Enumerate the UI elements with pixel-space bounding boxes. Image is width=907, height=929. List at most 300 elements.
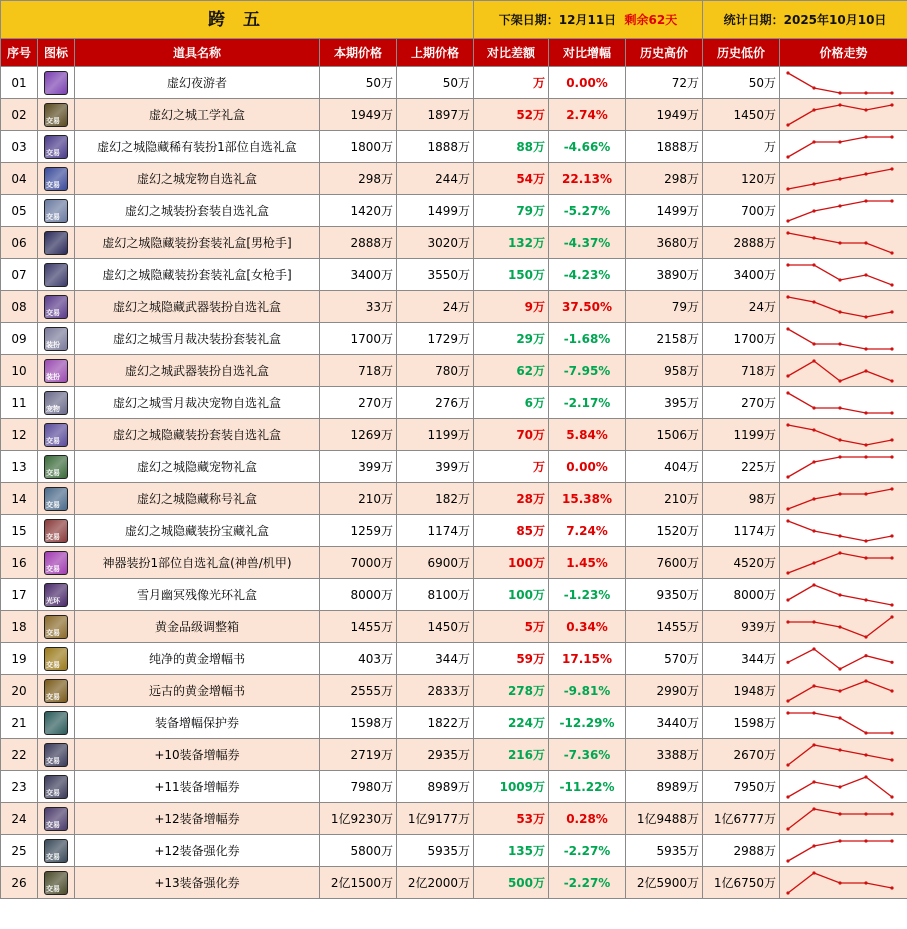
price-difference: 59万 bbox=[474, 643, 549, 675]
trend-line bbox=[788, 841, 892, 861]
current-price: 1598万 bbox=[320, 707, 397, 739]
trend-point bbox=[812, 780, 815, 783]
table-row bbox=[1, 67, 907, 99]
trend-point bbox=[786, 699, 789, 702]
history-low: 700万 bbox=[703, 195, 780, 227]
row-number: 06 bbox=[1, 227, 38, 259]
trend-point bbox=[838, 748, 841, 751]
previous-price: 1897万 bbox=[397, 99, 474, 131]
gift-box-icon bbox=[44, 487, 68, 511]
trend-point bbox=[812, 647, 815, 650]
table-row bbox=[1, 771, 907, 803]
trend-point bbox=[864, 172, 867, 175]
history-high: 1520万 bbox=[626, 515, 703, 547]
trend-point bbox=[890, 839, 893, 842]
price-trend-sparkline bbox=[780, 164, 900, 194]
history-low: 1174万 bbox=[703, 515, 780, 547]
trend-point bbox=[864, 654, 867, 657]
trend-line bbox=[788, 457, 892, 477]
history-low: 1598万 bbox=[703, 707, 780, 739]
remaining-days: 剩余62天 bbox=[624, 12, 678, 27]
current-price: 50万 bbox=[320, 67, 397, 99]
trend-cell bbox=[780, 835, 907, 867]
trend-point bbox=[812, 182, 815, 185]
col-header-icon: 图标 bbox=[38, 39, 75, 67]
stat-label: 统计日期： bbox=[723, 12, 784, 27]
gift-box-icon bbox=[44, 519, 68, 543]
change-percent: -2.17% bbox=[549, 387, 626, 419]
trend-point bbox=[838, 716, 841, 719]
previous-price: 1822万 bbox=[397, 707, 474, 739]
current-price: 1420万 bbox=[320, 195, 397, 227]
table-row bbox=[1, 323, 907, 355]
price-difference: 29万 bbox=[474, 323, 549, 355]
previous-price: 1729万 bbox=[397, 323, 474, 355]
history-low: 1199万 bbox=[703, 419, 780, 451]
history-low: 718万 bbox=[703, 355, 780, 387]
history-low: 7950万 bbox=[703, 771, 780, 803]
icon-tag: 交易 bbox=[46, 500, 60, 509]
gift-box-icon bbox=[44, 455, 68, 479]
change-percent: -12.29% bbox=[549, 707, 626, 739]
current-price: 1949万 bbox=[320, 99, 397, 131]
table-row bbox=[1, 803, 907, 835]
table-row bbox=[1, 643, 907, 675]
icon-tag: 交易 bbox=[46, 628, 60, 637]
col-header-current-price: 本期价格 bbox=[320, 39, 397, 67]
previous-price: 2亿2000万 bbox=[397, 867, 474, 899]
trend-point bbox=[812, 140, 815, 143]
trend-cell bbox=[780, 739, 907, 771]
previous-price: 50万 bbox=[397, 67, 474, 99]
history-high: 1888万 bbox=[626, 131, 703, 163]
price-trend-sparkline bbox=[780, 260, 900, 290]
trend-point bbox=[838, 839, 841, 842]
gift-box-icon bbox=[44, 551, 68, 575]
icon-tag: 交易 bbox=[46, 660, 60, 669]
change-percent: -2.27% bbox=[549, 835, 626, 867]
price-difference: 216万 bbox=[474, 739, 549, 771]
trend-cell bbox=[780, 707, 907, 739]
row-number: 21 bbox=[1, 707, 38, 739]
current-price: 2亿1500万 bbox=[320, 867, 397, 899]
row-number: 09 bbox=[1, 323, 38, 355]
price-trend-sparkline bbox=[780, 708, 900, 738]
row-number: 14 bbox=[1, 483, 38, 515]
history-low: 2670万 bbox=[703, 739, 780, 771]
trend-point bbox=[890, 812, 893, 815]
col-header-history-low: 历史低价 bbox=[703, 39, 780, 67]
change-percent: 1.45% bbox=[549, 547, 626, 579]
trend-line bbox=[788, 265, 892, 285]
trend-point bbox=[786, 155, 789, 158]
trend-point bbox=[838, 551, 841, 554]
trend-point bbox=[890, 660, 893, 663]
icon-tag: 交易 bbox=[46, 468, 60, 477]
item-icon-cell bbox=[38, 387, 75, 419]
item-name: 虚幻之城宠物自选礼盒 bbox=[75, 163, 320, 195]
trend-point bbox=[864, 315, 867, 318]
current-price: 3400万 bbox=[320, 259, 397, 291]
trend-point bbox=[786, 859, 789, 862]
icon-tag: 交易 bbox=[46, 532, 60, 541]
table-row bbox=[1, 99, 907, 131]
current-price: 2555万 bbox=[320, 675, 397, 707]
history-high: 570万 bbox=[626, 643, 703, 675]
gift-box-icon bbox=[44, 167, 68, 191]
previous-price: 24万 bbox=[397, 291, 474, 323]
price-trend-sparkline bbox=[780, 132, 900, 162]
price-trend-sparkline bbox=[780, 324, 900, 354]
icon-tag: 交易 bbox=[46, 564, 60, 573]
trend-point bbox=[786, 374, 789, 377]
icon-tag: 装扮 bbox=[46, 372, 60, 381]
previous-price: 780万 bbox=[397, 355, 474, 387]
gift-box-icon bbox=[44, 71, 68, 95]
item-icon-cell bbox=[38, 739, 75, 771]
trend-point bbox=[786, 423, 789, 426]
price-difference: 53万 bbox=[474, 803, 549, 835]
trend-point bbox=[786, 763, 789, 766]
trend-cell bbox=[780, 483, 907, 515]
item-name: +12装备增幅券 bbox=[75, 803, 320, 835]
history-high: 3680万 bbox=[626, 227, 703, 259]
trend-point bbox=[786, 795, 789, 798]
row-number: 18 bbox=[1, 611, 38, 643]
change-percent: -9.81% bbox=[549, 675, 626, 707]
trend-point bbox=[786, 391, 789, 394]
current-price: 1455万 bbox=[320, 611, 397, 643]
trend-point bbox=[890, 455, 893, 458]
history-high: 2亿5900万 bbox=[626, 867, 703, 899]
price-trend-sparkline bbox=[780, 484, 900, 514]
table-row bbox=[1, 547, 907, 579]
trend-point bbox=[838, 667, 841, 670]
gift-box-icon bbox=[44, 615, 68, 639]
change-percent: 0.34% bbox=[549, 611, 626, 643]
current-price: 403万 bbox=[320, 643, 397, 675]
trend-line bbox=[788, 425, 892, 445]
table-row bbox=[1, 451, 907, 483]
price-trend-sparkline bbox=[780, 516, 900, 546]
trend-point bbox=[786, 711, 789, 714]
item-icon-cell bbox=[38, 131, 75, 163]
history-high: 7600万 bbox=[626, 547, 703, 579]
price-difference: 132万 bbox=[474, 227, 549, 259]
removal-label: 下架日期： bbox=[498, 12, 559, 27]
icon-tag: 交易 bbox=[46, 692, 60, 701]
previous-price: 8100万 bbox=[397, 579, 474, 611]
trend-point bbox=[864, 635, 867, 638]
price-difference: 100万 bbox=[474, 579, 549, 611]
trend-cell bbox=[780, 451, 907, 483]
trend-point bbox=[864, 347, 867, 350]
trend-point bbox=[864, 753, 867, 756]
history-high: 1506万 bbox=[626, 419, 703, 451]
price-difference: 万 bbox=[474, 67, 549, 99]
trend-cell bbox=[780, 771, 907, 803]
table-row bbox=[1, 291, 907, 323]
previous-price: 1888万 bbox=[397, 131, 474, 163]
table-row bbox=[1, 419, 907, 451]
item-name: 虚幻之城雪月裁决装扮套装礼盒 bbox=[75, 323, 320, 355]
change-percent: 5.84% bbox=[549, 419, 626, 451]
trend-point bbox=[864, 369, 867, 372]
price-difference: 224万 bbox=[474, 707, 549, 739]
trend-line bbox=[788, 649, 892, 669]
price-difference: 1009万 bbox=[474, 771, 549, 803]
col-header-trend: 价格走势 bbox=[780, 39, 907, 67]
trend-line bbox=[788, 105, 892, 125]
change-percent: -5.27% bbox=[549, 195, 626, 227]
price-difference: 500万 bbox=[474, 867, 549, 899]
trend-point bbox=[890, 689, 893, 692]
table-row bbox=[1, 835, 907, 867]
price-trend-sparkline bbox=[780, 420, 900, 450]
icon-tag: 宠物 bbox=[46, 404, 60, 413]
change-percent: -4.66% bbox=[549, 131, 626, 163]
trend-cell bbox=[780, 675, 907, 707]
price-difference: 278万 bbox=[474, 675, 549, 707]
item-name: +13装备强化券 bbox=[75, 867, 320, 899]
gift-box-icon bbox=[44, 199, 68, 223]
stat-date: 2025年10月10日 bbox=[783, 12, 887, 27]
gift-box-icon bbox=[44, 391, 68, 415]
trend-point bbox=[890, 251, 893, 254]
trend-point bbox=[864, 273, 867, 276]
trend-cell bbox=[780, 67, 907, 99]
item-name: 虚幻之城隐藏装扮套装礼盒[女枪手] bbox=[75, 259, 320, 291]
icon-tag: 交易 bbox=[46, 884, 60, 893]
history-low: 1700万 bbox=[703, 323, 780, 355]
trend-point bbox=[812, 743, 815, 746]
trend-point bbox=[838, 342, 841, 345]
price-difference: 88万 bbox=[474, 131, 549, 163]
trend-point bbox=[812, 86, 815, 89]
price-trend-sparkline bbox=[780, 740, 900, 770]
history-high: 2990万 bbox=[626, 675, 703, 707]
history-low: 8000万 bbox=[703, 579, 780, 611]
item-icon-cell bbox=[38, 227, 75, 259]
trend-cell bbox=[780, 867, 907, 899]
table-row bbox=[1, 515, 907, 547]
gift-box-icon bbox=[44, 327, 68, 351]
col-header-difference: 对比差额 bbox=[474, 39, 549, 67]
item-name: 虚幻之城隐藏武器装扮自选礼盒 bbox=[75, 291, 320, 323]
trend-point bbox=[812, 342, 815, 345]
previous-price: 1174万 bbox=[397, 515, 474, 547]
table-row bbox=[1, 867, 907, 899]
item-name: 虚幻之城工学礼盒 bbox=[75, 99, 320, 131]
trend-cell bbox=[780, 227, 907, 259]
trend-point bbox=[786, 231, 789, 234]
price-difference: 9万 bbox=[474, 291, 549, 323]
trend-point bbox=[838, 881, 841, 884]
trend-cell bbox=[780, 387, 907, 419]
trend-point bbox=[838, 103, 841, 106]
item-icon-cell bbox=[38, 67, 75, 99]
row-number: 25 bbox=[1, 835, 38, 867]
trend-point bbox=[786, 620, 789, 623]
row-number: 12 bbox=[1, 419, 38, 451]
price-difference: 100万 bbox=[474, 547, 549, 579]
trend-point bbox=[838, 140, 841, 143]
trend-point bbox=[786, 519, 789, 522]
trend-point bbox=[864, 241, 867, 244]
trend-point bbox=[838, 438, 841, 441]
icon-tag: 交易 bbox=[46, 852, 60, 861]
previous-price: 6900万 bbox=[397, 547, 474, 579]
trend-point bbox=[812, 871, 815, 874]
trend-point bbox=[812, 406, 815, 409]
trend-point bbox=[890, 347, 893, 350]
price-difference: 70万 bbox=[474, 419, 549, 451]
table-row bbox=[1, 579, 907, 611]
gift-box-icon bbox=[44, 839, 68, 863]
history-high: 210万 bbox=[626, 483, 703, 515]
trend-line bbox=[788, 73, 892, 93]
item-name: 黄金品级调整箱 bbox=[75, 611, 320, 643]
trend-point bbox=[812, 807, 815, 810]
item-icon-cell bbox=[38, 195, 75, 227]
trend-point bbox=[890, 91, 893, 94]
price-trend-sparkline bbox=[780, 452, 900, 482]
trend-line bbox=[788, 489, 892, 509]
change-percent: 17.15% bbox=[549, 643, 626, 675]
row-number: 13 bbox=[1, 451, 38, 483]
history-high: 958万 bbox=[626, 355, 703, 387]
trend-point bbox=[786, 827, 789, 830]
trend-point bbox=[890, 795, 893, 798]
trend-point bbox=[864, 839, 867, 842]
trend-point bbox=[786, 295, 789, 298]
trend-point bbox=[812, 236, 815, 239]
current-price: 2888万 bbox=[320, 227, 397, 259]
item-name: 虚幻之城隐藏装扮宝藏礼盒 bbox=[75, 515, 320, 547]
trend-cell bbox=[780, 419, 907, 451]
icon-tag: 交易 bbox=[46, 116, 60, 125]
trend-cell bbox=[780, 163, 907, 195]
row-number: 08 bbox=[1, 291, 38, 323]
trend-cell bbox=[780, 579, 907, 611]
previous-price: 1450万 bbox=[397, 611, 474, 643]
trend-point bbox=[812, 359, 815, 362]
change-percent: 0.28% bbox=[549, 803, 626, 835]
history-high: 72万 bbox=[626, 67, 703, 99]
trend-point bbox=[812, 844, 815, 847]
history-low: 225万 bbox=[703, 451, 780, 483]
item-name: 神器装扮1部位自选礼盒(神兽/机甲) bbox=[75, 547, 320, 579]
gift-box-icon bbox=[44, 743, 68, 767]
item-name: +12装备强化券 bbox=[75, 835, 320, 867]
trend-point bbox=[812, 583, 815, 586]
change-percent: 15.38% bbox=[549, 483, 626, 515]
trend-point bbox=[890, 167, 893, 170]
previous-price: 5935万 bbox=[397, 835, 474, 867]
item-icon-cell bbox=[38, 803, 75, 835]
col-header-history-high: 历史高价 bbox=[626, 39, 703, 67]
current-price: 210万 bbox=[320, 483, 397, 515]
trend-cell bbox=[780, 323, 907, 355]
current-price: 8000万 bbox=[320, 579, 397, 611]
table-row bbox=[1, 163, 907, 195]
previous-price: 244万 bbox=[397, 163, 474, 195]
price-trend-sparkline bbox=[780, 196, 900, 226]
history-high: 5935万 bbox=[626, 835, 703, 867]
gift-box-icon bbox=[44, 359, 68, 383]
col-header-change-percent: 对比增幅 bbox=[549, 39, 626, 67]
history-low: 50万 bbox=[703, 67, 780, 99]
table-row bbox=[1, 387, 907, 419]
price-difference: 54万 bbox=[474, 163, 549, 195]
trend-cell bbox=[780, 195, 907, 227]
trend-point bbox=[838, 689, 841, 692]
item-icon-cell bbox=[38, 483, 75, 515]
trend-point bbox=[864, 775, 867, 778]
price-trend-sparkline bbox=[780, 548, 900, 578]
trend-point bbox=[812, 561, 815, 564]
gift-box-icon bbox=[44, 423, 68, 447]
trend-point bbox=[890, 603, 893, 606]
history-low: 2888万 bbox=[703, 227, 780, 259]
item-name: 雪月幽冥残像光环礼盒 bbox=[75, 579, 320, 611]
icon-tag: 交易 bbox=[46, 820, 60, 829]
trend-point bbox=[890, 758, 893, 761]
row-number: 04 bbox=[1, 163, 38, 195]
icon-tag: 交易 bbox=[46, 436, 60, 445]
change-percent: 0.00% bbox=[549, 67, 626, 99]
current-price: 7980万 bbox=[320, 771, 397, 803]
icon-tag: 交易 bbox=[46, 308, 60, 317]
trend-cell bbox=[780, 99, 907, 131]
trend-point bbox=[838, 91, 841, 94]
trend-point bbox=[864, 539, 867, 542]
removal-date: 12月11日 bbox=[558, 12, 617, 27]
previous-price: 1499万 bbox=[397, 195, 474, 227]
table-row bbox=[1, 227, 907, 259]
history-low: 270万 bbox=[703, 387, 780, 419]
trend-point bbox=[812, 108, 815, 111]
trend-point bbox=[838, 455, 841, 458]
table-row bbox=[1, 675, 907, 707]
change-percent: -4.23% bbox=[549, 259, 626, 291]
trend-point bbox=[864, 455, 867, 458]
gift-box-icon bbox=[44, 263, 68, 287]
item-name: +10装备增幅券 bbox=[75, 739, 320, 771]
trend-point bbox=[838, 625, 841, 628]
trend-point bbox=[838, 278, 841, 281]
gift-box-icon bbox=[44, 807, 68, 831]
trend-cell bbox=[780, 547, 907, 579]
item-name: 虚幻之城隐藏宠物礼盒 bbox=[75, 451, 320, 483]
trend-point bbox=[864, 881, 867, 884]
trend-point bbox=[864, 443, 867, 446]
gift-box-icon bbox=[44, 231, 68, 255]
current-price: 1亿9230万 bbox=[320, 803, 397, 835]
trend-point bbox=[786, 475, 789, 478]
row-number: 05 bbox=[1, 195, 38, 227]
history-high: 3388万 bbox=[626, 739, 703, 771]
previous-price: 399万 bbox=[397, 451, 474, 483]
trend-point bbox=[838, 593, 841, 596]
price-difference: 62万 bbox=[474, 355, 549, 387]
change-percent: -1.68% bbox=[549, 323, 626, 355]
change-percent: -4.37% bbox=[549, 227, 626, 259]
item-name: +11装备增幅券 bbox=[75, 771, 320, 803]
item-icon-cell bbox=[38, 259, 75, 291]
price-trend-sparkline bbox=[780, 676, 900, 706]
history-low: 1948万 bbox=[703, 675, 780, 707]
